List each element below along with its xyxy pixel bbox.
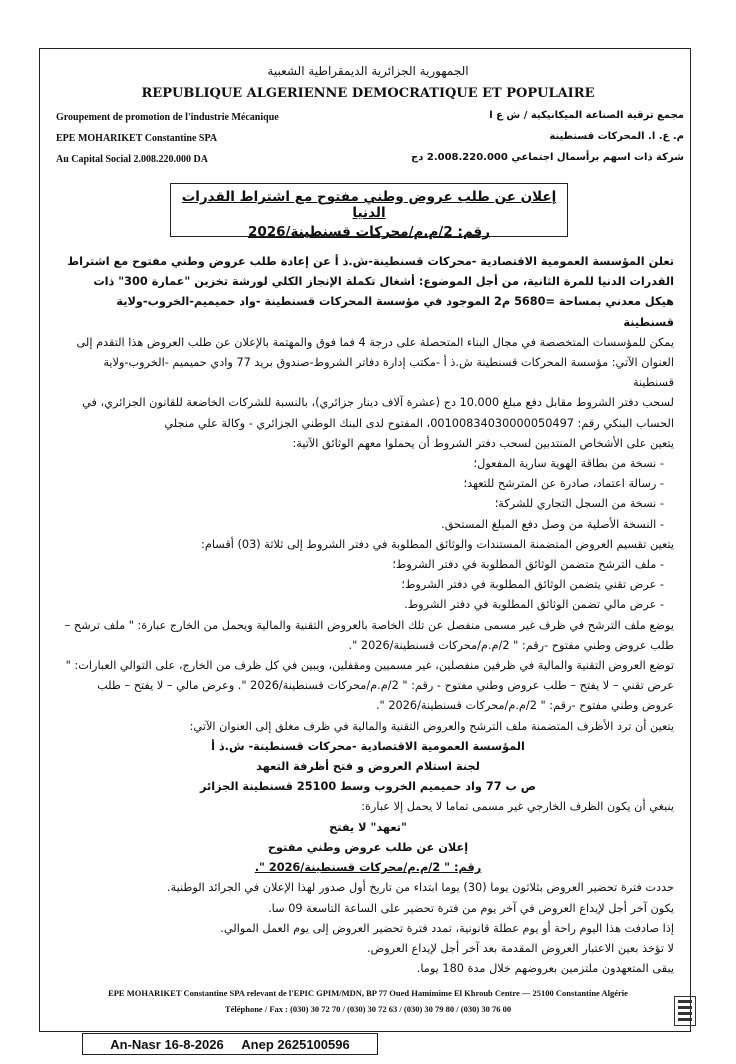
offers-envelope-paragraph: توضع العروض التقنية والمالية في ظرفين منفصلين، غير مسميين ومقفلين، ويبين في كل ظرف من الخارج، على التوالي العبارات: " عرض تقني – لا يفتح – طلب عروض وطني مفتوح - رقم: " 2/م.م/محركات قسنطينة/2026 ". وعرض مالي – لا يفتح – طلب عروض وطني مفتوح -رقم: " 2/م.م/محركات قسنطينة/2026 ". — [65, 659, 674, 713]
submission-paragraph: يتعين أن ترد الأظرف المتضمنة ملف الترشح والعروض التقنية والمالية في ظرف مغلق إلى العنوان الآتي: — [189, 719, 674, 733]
french-republic-header: REPUBLIQUE ALGERIENNE DEMOCRATIQUE ET POPULAIRE — [141, 86, 595, 101]
left-header-line-3: Au Capital Social 2.008.220.000 DA — [56, 154, 208, 165]
list-item: - نسخة من السجل التجاري للشركة؛ — [494, 497, 664, 511]
right-header-line-3: شركة ذات اسهم برأسمال اجتماعي 2.008.220.000 دج — [411, 152, 684, 163]
late-offers-paragraph: لا تؤخذ بعين الاعتبار العروض المقدمة بعد آخر أجل لإيداع العروض. — [366, 941, 674, 955]
barcode-icon — [674, 996, 696, 1026]
publication-reference — [82, 1033, 378, 1055]
eligibility-paragraph: يمكن للمؤسسات المتخصصة في مجال البناء المتحصلة على درجة 4 فما فوق والمهتمة بالإعلان عن طلب العروض هذا التقدم إلى العنوان الآتي: مؤسسة المحركات قسنطينة ش.ذ أ -مكتب إدارة دفاتر الشروط-صندوق بريد 77 وادي حميميم -الخروب-ولاية قسنطينة — [76, 335, 674, 390]
list-item: - عرض تقني يتضمن الوثائق المطلوبة في دفتر الشروط؛ — [401, 578, 664, 592]
intro-paragraph: تعلن المؤسسة العمومية الاقتصادية -محركات قسنطينة-ش.ذ أ عن إعادة طلب عروض وطني مفتوح مع اشتراط القدرات الدنيا للمرة الثانية، من أجل الموضوع: أشغال تكملة الإنجاز الكلي لورشة تخزين "عمارة 300" ذات هيكل معدني بمساحة =5680 م2 الموجود في مؤسسة المحركات قسنطينة -واد حميميم-الخروب-ولاية قسنطينة — [67, 255, 674, 329]
newspaper-date: An-Nasr 16-8-2026 — [110, 1037, 224, 1052]
address-line-3: ص ب 77 واد حميميم الخروب وسط 25100 قسنطينة الجزائر — [200, 780, 536, 794]
outer-envelope-paragraph: ينبغي أن يكون الظرف الخارجي غير مسمى تماما لا يحمل إلا عبارة: — [361, 800, 674, 814]
holiday-paragraph: إذا صادفت هذا اليوم راحة أو يوم عطلة قانونية، تمدد فترة تحضير العروض إلى يوم العمل الموالي. — [220, 921, 674, 935]
left-header-line-1: Groupement de promotion de l'industrie Mécanique — [56, 112, 279, 123]
announcement-number: رقم: 2/م.م/محركات قسنطينة/2026 — [247, 224, 491, 240]
offers-division-paragraph: يتعين تقسيم العروض المتضمنة المستندات والوثائق المطلوبة في دفتر الشروط إلى ثلاثة (03) أقسام: — [201, 537, 674, 551]
list-item: - ملف الترشح متضمن الوثائق المطلوبة في دفتر الشروط؛ — [392, 558, 664, 572]
candidacy-envelope-paragraph: يوضع ملف الترشح في ظرف غير مسمى منفصل عن تلك الخاصة بالعروض التقنية والمالية ويحمل من الخارج عبارة: " ملف ترشح – طلب عروض وطني مفتوح -رقم: " 2/م.م/محركات قسنطينة/2026 ". — [64, 618, 674, 652]
anep-number: Anep 2625100596 — [241, 1037, 350, 1052]
list-item: - رسالة اعتماد، صادرة عن المترشح للتعهد؛ — [463, 477, 664, 491]
envelope-line-3: رقم: " 2/م.م/محركات قسنطينة/2026 ". — [254, 861, 482, 875]
address-line-2: لجنة استلام العروض و فتح أظرفة التعهد — [256, 760, 480, 774]
list-item: - نسخة من بطاقة الهوية سارية المفعول؛ — [473, 457, 664, 471]
deadline-paragraph: يكون آخر أجل لإيداع العروض في آخر يوم من فترة تحضير على الساعة التاسعة 09 سا. — [268, 901, 674, 915]
validity-paragraph: يبقى المتعهدون ملتزمين بعروضهم خلال مدة 180 يوما. — [416, 962, 674, 976]
footer-address: EPE MOHARIKET Constantine SPA relevant de l'EPIC GPIM/MDN, BP 77 Oued Hamimime El Khroub Centre — 25100 Constantine Algérie — [108, 988, 628, 998]
documents-intro: يتعين على الأشخاص المنتدبين لسحب دفتر الشروط أن يحملوا معهم الوثائق الآتية: — [292, 436, 674, 450]
payment-paragraph: لسحب دفتر الشروط مقابل دفع مبلغ 10.000 دج (عشرة آلاف دينار جزائري)، بالنسبة للشركات الخاضعة للقانون الجزائري، في الحساب البنكي رقم: 00100834030000050497، المفتوح لدى البنك الوطني الجزائري - وكالة علي منجلي — [82, 396, 674, 430]
announcement-title: إعلان عن طلب عروض وطني مفتوح مع اشتراط القدرات الدنيا — [181, 189, 557, 221]
list-item: - النسخة الأصلية من وصل دفع المبلغ المستحق. — [441, 517, 664, 531]
announcement-title-box — [170, 183, 568, 240]
footer-phone: Téléphone / Fax : (030) 30 72 70 / (030) 30 72 63 / (030) 30 79 80 / (030) 30 76 00 — [224, 1004, 512, 1014]
arabic-republic-header: الجمهورية الجزائرية الديمقراطية الشعبية — [267, 64, 469, 78]
right-header-line-2: م. ع. ا. المحركات قسنطينة — [549, 131, 684, 142]
preparation-period-paragraph: حددت فترة تحضير العروض بثلاثون يوما (30) يوما ابتداء من تاريخ أول صدور لهذا الإعلان في الجرائد الوطنية. — [166, 881, 674, 895]
left-header-line-2: EPE MOHARIKET Constantine SPA — [56, 133, 218, 144]
address-line-1: المؤسسة العمومية الاقتصادية -محركات قسنطينة- ش.ذ أ — [211, 739, 525, 753]
announcement-body — [62, 252, 674, 979]
right-header-line-1: مجمع ترقية الصناعة الميكانيكية / ش ع ا — [489, 110, 684, 121]
list-item: - عرض مالي تضمن الوثائق المطلوبة في دفتر الشروط. — [404, 598, 664, 612]
envelope-line-2: إعلان عن طلب عروض وطني مفتوح — [267, 840, 469, 854]
envelope-line-1: "تعهد" لا يفتح — [329, 820, 407, 834]
